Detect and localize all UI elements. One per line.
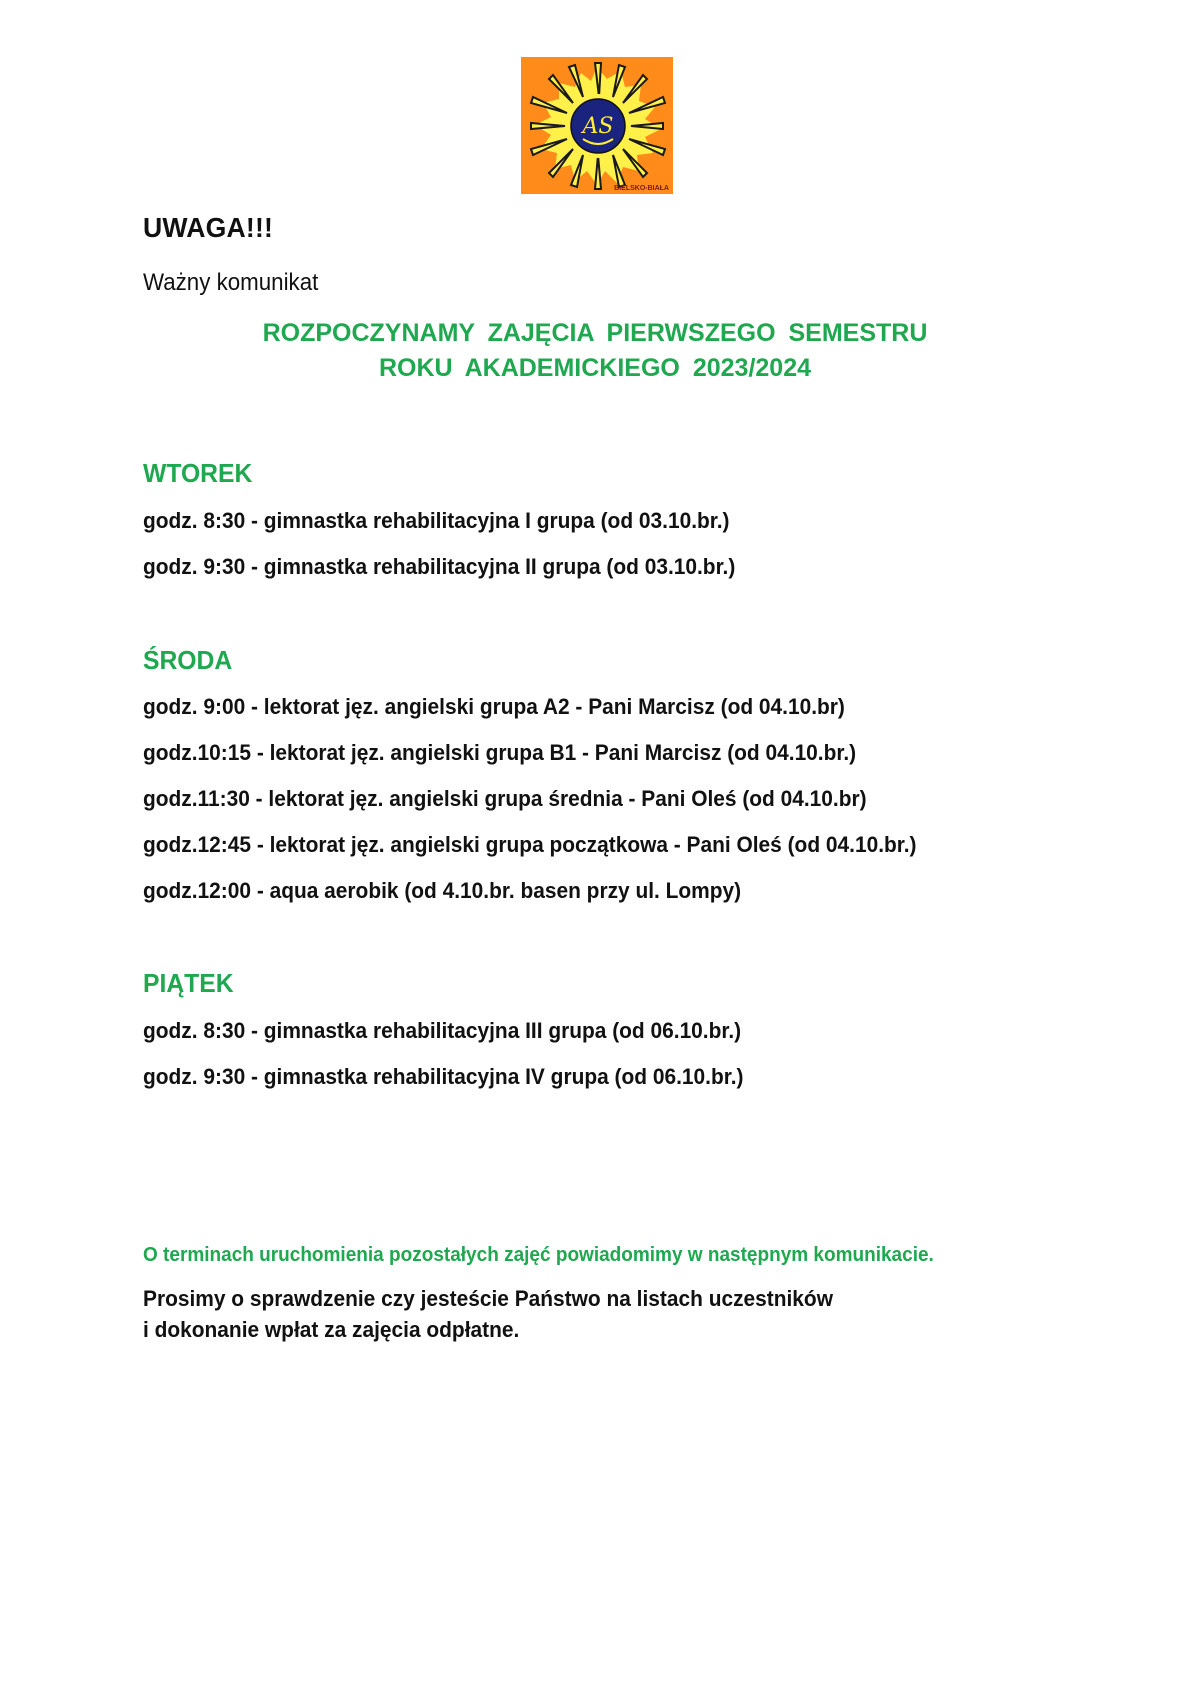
sun-logo-icon (521, 57, 673, 194)
logo-monogram: AS (582, 114, 614, 139)
follow-up-note: O terminach uruchomienia pozostałych zajęć powiadomimy w następnym komunikacie. (143, 1244, 934, 1266)
schedule-item: godz. 9:00 - lektorat jęz. angielski grupa A2 - Pani Marcisz (od 04.10.br) (143, 694, 845, 719)
day-heading-tuesday: WTOREK (143, 458, 253, 488)
alert-title: UWAGA!!! (143, 212, 274, 243)
schedule-item: godz. 9:30 - gimnastka rehabilitacyjna II grupa (od 03.10.br.) (143, 554, 736, 579)
closing-line-2: i dokonanie wpłat za zajęcia odpłatne. (143, 1317, 520, 1342)
day-heading-friday: PIĄTEK (143, 968, 234, 998)
schedule-item: godz.10:15 - lektorat jęz. angielski grupa B1 - Pani Marcisz (od 04.10.br.) (143, 740, 857, 765)
logo (521, 57, 673, 194)
schedule-item: godz.12:00 - aqua aerobik (od 4.10.br. basen przy ul. Lompy) (143, 878, 742, 903)
headline-line-1: ROZPOCZYNAMY ZAJĘCIA PIERWSZEGO SEMESTRU (262, 319, 928, 347)
schedule-item: godz.12:45 - lektorat jęz. angielski grupa początkowa - Pani Oleś (od 04.10.br.) (143, 832, 917, 857)
subtitle: Ważny komunikat (143, 269, 319, 296)
schedule-item: godz.11:30 - lektorat jęz. angielski grupa średnia - Pani Oleś (od 04.10.br) (143, 786, 867, 811)
day-heading-wednesday: ŚRODA (143, 645, 233, 675)
schedule-item: godz. 9:30 - gimnastka rehabilitacyjna IV grupa (od 06.10.br.) (143, 1064, 744, 1089)
logo-caption: BIELSKO-BIAŁA (614, 185, 669, 192)
schedule-item: godz. 8:30 - gimnastka rehabilitacyjna III grupa (od 06.10.br.) (143, 1018, 742, 1043)
schedule-item: godz. 8:30 - gimnastka rehabilitacyjna I grupa (od 03.10.br.) (143, 508, 730, 533)
closing-line-1: Prosimy o sprawdzenie czy jesteście Państwo na listach uczestników (143, 1286, 833, 1311)
headline-line-2: ROKU AKADEMICKIEGO 2023/2024 (378, 354, 812, 382)
